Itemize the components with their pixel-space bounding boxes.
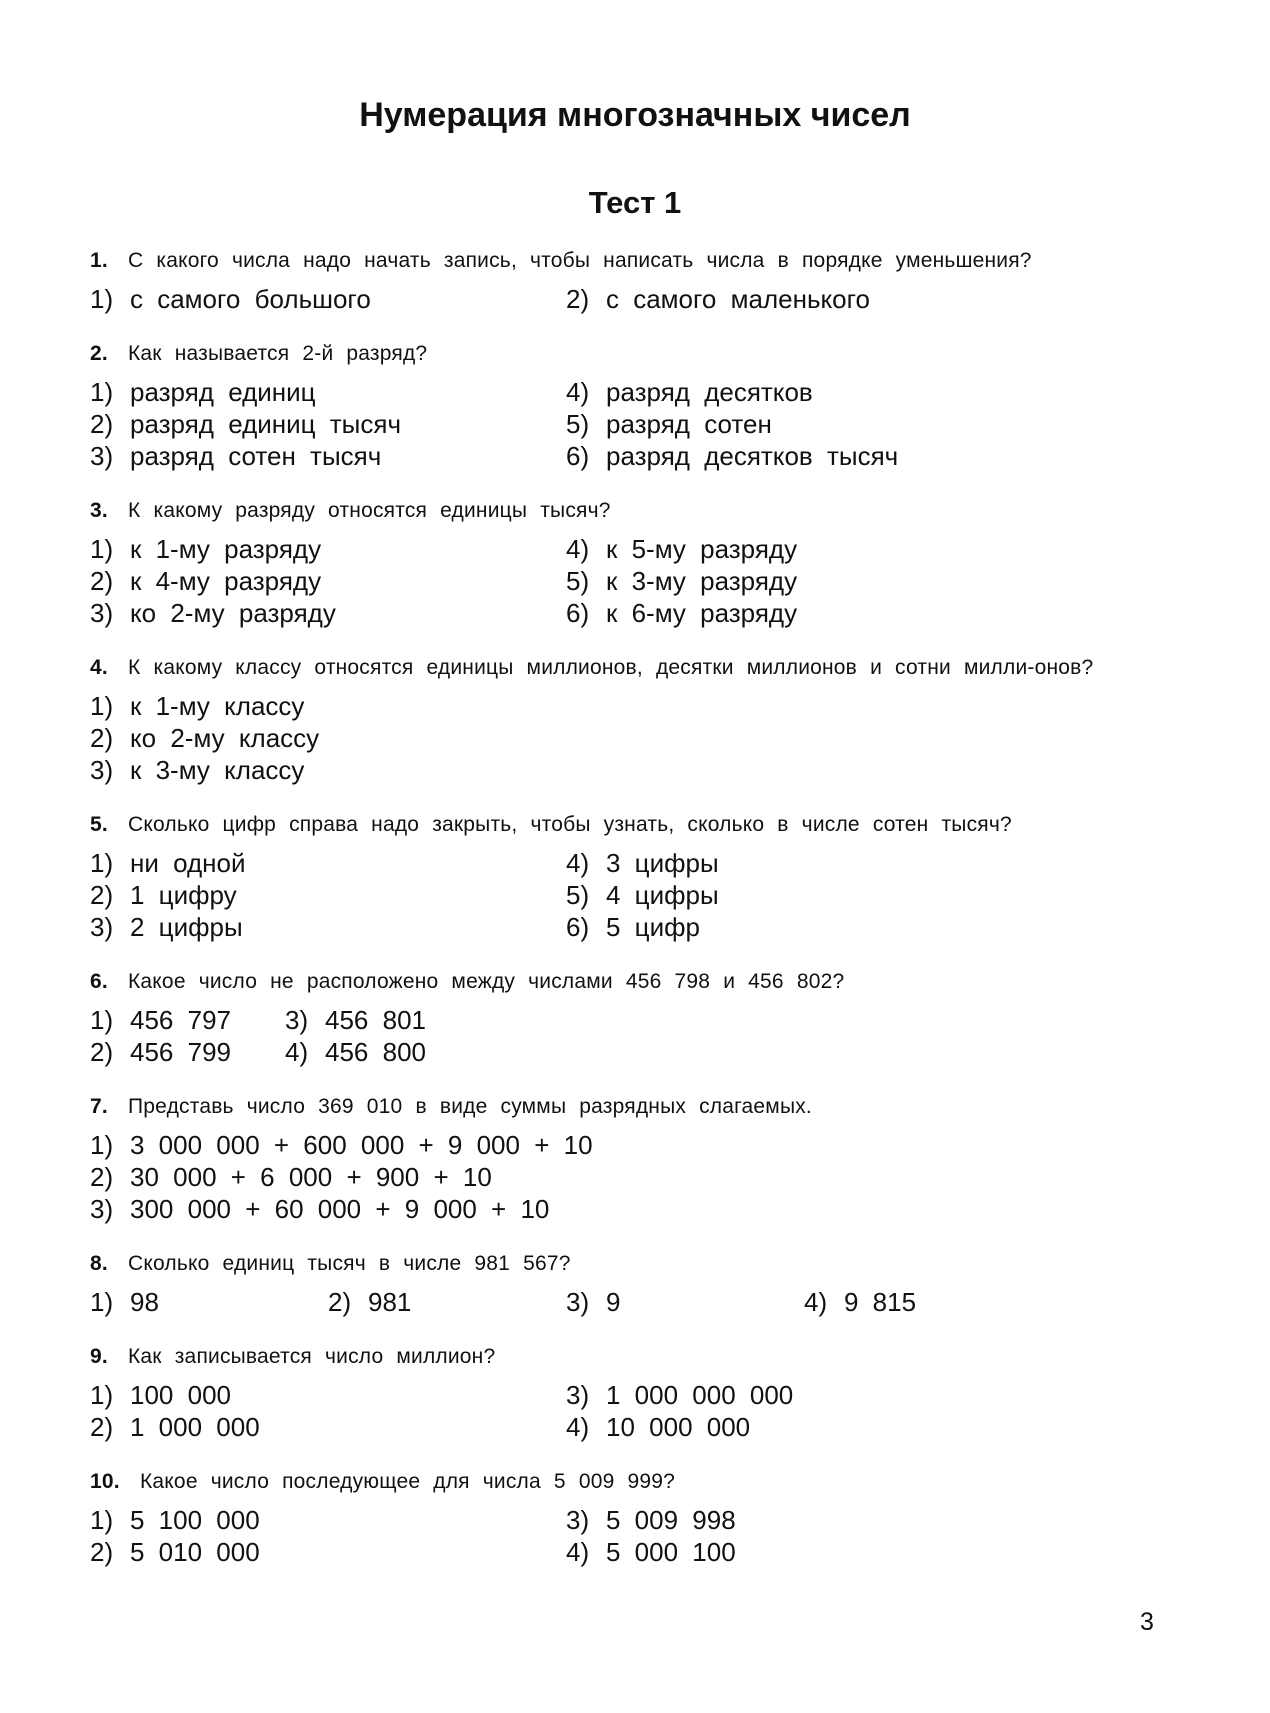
answer-text: 300 000 + 60 000 + 9 000 + 10 xyxy=(130,1194,550,1224)
answer-text: 456 797 xyxy=(130,1005,231,1035)
answer-text: 9 815 xyxy=(844,1287,917,1317)
answer-option xyxy=(328,1286,566,1318)
question-number: 6. xyxy=(90,970,108,993)
answer-option xyxy=(90,911,566,943)
question-3 xyxy=(90,496,1170,629)
answer-number: 2) xyxy=(90,409,114,439)
answer-options xyxy=(90,283,1170,315)
question-10 xyxy=(90,1467,1170,1568)
answer-text: 981 xyxy=(368,1287,412,1317)
answer-number: 1) xyxy=(90,284,114,314)
answer-number: 4) xyxy=(566,534,590,564)
answer-text: 98 xyxy=(130,1287,159,1317)
answer-option xyxy=(566,1536,1042,1568)
answer-option xyxy=(90,1036,285,1068)
answer-number: 1) xyxy=(90,1005,114,1035)
answer-option xyxy=(285,1004,585,1036)
answer-number: 3) xyxy=(566,1380,590,1410)
answer-number: 6) xyxy=(566,441,590,471)
answer-option xyxy=(566,565,1042,597)
answer-number: 4) xyxy=(566,848,590,878)
answer-text: к 6-му разряду xyxy=(606,598,798,628)
answer-text: к 4-му разряду xyxy=(130,566,322,596)
answer-text: к 3-му классу xyxy=(130,755,305,785)
answer-option xyxy=(566,376,1042,408)
answer-number: 2) xyxy=(90,1412,114,1442)
answer-number: 1) xyxy=(90,848,114,878)
answer-text: к 5-му разряду xyxy=(606,534,798,564)
answer-text: 456 799 xyxy=(130,1037,231,1067)
answer-option xyxy=(90,376,566,408)
answer-options xyxy=(90,1379,1170,1443)
answer-number: 3) xyxy=(90,1194,114,1224)
answer-number: 2) xyxy=(566,284,590,314)
answer-number: 3) xyxy=(285,1005,309,1035)
answer-text: 1 цифру xyxy=(130,880,237,910)
question-text xyxy=(90,496,1170,525)
answer-option xyxy=(90,847,566,879)
answer-text: разряд сотен тысяч xyxy=(130,441,382,471)
answer-number: 1) xyxy=(90,691,114,721)
answer-text: разряд сотен xyxy=(606,409,772,439)
answer-option xyxy=(90,1004,285,1036)
answer-option xyxy=(566,283,1042,315)
question-number: 9. xyxy=(90,1345,108,1368)
answer-text: 4 цифры xyxy=(606,880,719,910)
answer-number: 6) xyxy=(566,598,590,628)
question-number: 5. xyxy=(90,813,108,836)
answer-text: 5 009 998 xyxy=(606,1505,736,1535)
question-body: Сколько единиц тысяч в числе 981 567? xyxy=(128,1252,571,1275)
answer-option xyxy=(804,1286,1042,1318)
answer-text: 1 000 000 000 xyxy=(606,1380,794,1410)
answer-option xyxy=(566,440,1042,472)
answer-text: 100 000 xyxy=(130,1380,231,1410)
question-2 xyxy=(90,339,1170,472)
answer-text: 456 801 xyxy=(325,1005,426,1035)
answer-option xyxy=(90,1129,790,1161)
question-number: 8. xyxy=(90,1252,108,1275)
answer-option xyxy=(90,1161,790,1193)
answer-number: 4) xyxy=(566,1537,590,1567)
answer-number: 2) xyxy=(90,1537,114,1567)
answer-option xyxy=(90,408,566,440)
answer-text: разряд десятков тысяч xyxy=(606,441,899,471)
answer-number: 3) xyxy=(90,912,114,942)
answer-number: 2) xyxy=(90,1037,114,1067)
answer-option xyxy=(90,722,790,754)
answer-number: 4) xyxy=(566,1412,590,1442)
answer-text: 3 цифры xyxy=(606,848,719,878)
answer-options xyxy=(90,690,1170,786)
question-number: 2. xyxy=(90,342,108,365)
answer-option xyxy=(566,1379,1042,1411)
answer-text: к 1-му классу xyxy=(130,691,305,721)
answer-text: с самого маленького xyxy=(606,284,870,314)
answer-text: разряд единиц xyxy=(130,377,316,407)
answer-option xyxy=(90,565,566,597)
answer-option xyxy=(566,408,1042,440)
question-text xyxy=(90,1467,1170,1496)
question-text xyxy=(90,967,1170,996)
question-body: Какое число последующее для числа 5 009 999? xyxy=(140,1470,676,1493)
answer-number: 5) xyxy=(566,409,590,439)
question-text xyxy=(90,339,1170,368)
answer-number: 1) xyxy=(90,1380,114,1410)
question-body: К какому классу относятся единицы миллионов, десятки миллионов и сотни милли-онов? xyxy=(128,656,1094,679)
question-number: 7. xyxy=(90,1095,108,1118)
answer-number: 5) xyxy=(566,566,590,596)
question-number: 1. xyxy=(90,249,108,272)
question-6 xyxy=(90,967,1170,1068)
question-text xyxy=(90,246,1170,275)
answer-text: 9 xyxy=(606,1287,621,1317)
answer-option xyxy=(90,1286,328,1318)
question-body: С какого числа надо начать запись, чтобы написать числа в порядке уменьшения? xyxy=(128,249,1032,272)
answer-text: 1 000 000 xyxy=(130,1412,260,1442)
answer-option xyxy=(566,1504,1042,1536)
question-text xyxy=(90,1249,1170,1278)
question-body: Как записывается число миллион? xyxy=(128,1345,496,1368)
answer-options xyxy=(90,376,1170,472)
answer-option xyxy=(566,847,1042,879)
question-number: 4. xyxy=(90,656,108,679)
question-4 xyxy=(90,653,1170,786)
question-body: Какое число не расположено между числами 456 798 и 456 802? xyxy=(128,970,845,993)
answer-text: ко 2-му классу xyxy=(130,723,320,753)
answer-number: 2) xyxy=(90,880,114,910)
answer-option xyxy=(566,1411,1042,1443)
question-1 xyxy=(90,246,1170,315)
question-7 xyxy=(90,1092,1170,1225)
answer-text: 3 000 000 + 600 000 + 9 000 + 10 xyxy=(130,1130,593,1160)
answer-number: 1) xyxy=(90,1287,114,1317)
answer-number: 6) xyxy=(566,912,590,942)
question-body: Как называется 2-й разряд? xyxy=(128,342,428,365)
answer-options xyxy=(90,1286,1170,1318)
answer-number: 3) xyxy=(90,598,114,628)
page-title: Нумерация многозначных чисел xyxy=(359,96,911,134)
answer-text: 10 000 000 xyxy=(606,1412,751,1442)
answer-option xyxy=(566,1286,804,1318)
answer-text: 30 000 + 6 000 + 900 + 10 xyxy=(130,1162,492,1192)
answer-number: 2) xyxy=(90,723,114,753)
answer-number: 3) xyxy=(566,1287,590,1317)
answer-option xyxy=(90,440,566,472)
answer-number: 2) xyxy=(90,1162,114,1192)
answer-option xyxy=(90,1193,790,1225)
answer-number: 5) xyxy=(566,880,590,910)
question-body: Сколько цифр справа надо закрыть, чтобы узнать, сколько в числе сотен тысяч? xyxy=(128,813,1012,836)
question-body: Представь число 369 010 в виде суммы разрядных слагаемых. xyxy=(128,1095,812,1118)
answer-number: 1) xyxy=(90,1130,114,1160)
answer-option xyxy=(566,533,1042,565)
question-9 xyxy=(90,1342,1170,1443)
answer-option xyxy=(566,597,1042,629)
answer-options xyxy=(90,1504,1170,1568)
answer-number: 4) xyxy=(285,1037,309,1067)
page-number: 3 xyxy=(1140,1608,1154,1636)
answer-option xyxy=(90,533,566,565)
answer-number: 1) xyxy=(90,534,114,564)
question-body: К какому разряду относятся единицы тысяч? xyxy=(128,499,611,522)
answer-option xyxy=(566,879,1042,911)
question-8 xyxy=(90,1249,1170,1318)
answer-number: 4) xyxy=(566,377,590,407)
test-subtitle: Тест 1 xyxy=(588,185,682,220)
answer-text: 5 100 000 xyxy=(130,1505,260,1535)
answer-option xyxy=(90,1411,566,1443)
answer-number: 2) xyxy=(328,1287,352,1317)
answer-number: 1) xyxy=(90,377,114,407)
question-5 xyxy=(90,810,1170,943)
question-number: 10. xyxy=(90,1470,120,1493)
answer-option xyxy=(90,1379,566,1411)
answer-text: 5 000 100 xyxy=(606,1537,736,1567)
answer-option xyxy=(566,911,1042,943)
answer-number: 3) xyxy=(90,441,114,471)
answer-text: разряд единиц тысяч xyxy=(130,409,401,439)
answer-option xyxy=(285,1036,585,1068)
question-text xyxy=(90,1342,1170,1371)
question-text xyxy=(90,810,1170,839)
answer-option xyxy=(90,754,790,786)
answer-option xyxy=(90,690,790,722)
answer-text: 2 цифры xyxy=(130,912,243,942)
question-text xyxy=(90,653,1170,682)
answer-text: разряд десятков xyxy=(606,377,813,407)
question-number: 3. xyxy=(90,499,108,522)
answer-text: ко 2-му разряду xyxy=(130,598,336,628)
answer-option xyxy=(90,283,566,315)
answer-option xyxy=(90,879,566,911)
answer-text: с самого большого xyxy=(130,284,371,314)
answer-text: 5 010 000 xyxy=(130,1537,260,1567)
answer-options xyxy=(90,1129,1170,1225)
answer-text: ни одной xyxy=(130,848,246,878)
answer-number: 2) xyxy=(90,566,114,596)
answer-option xyxy=(90,1536,566,1568)
answer-option xyxy=(90,1504,566,1536)
answer-option xyxy=(90,597,566,629)
answer-number: 3) xyxy=(90,755,114,785)
answer-text: к 3-му разряду xyxy=(606,566,798,596)
answer-number: 3) xyxy=(566,1505,590,1535)
answer-text: 5 цифр xyxy=(606,912,700,942)
question-text xyxy=(90,1092,1170,1121)
answer-number: 4) xyxy=(804,1287,828,1317)
answer-text: 456 800 xyxy=(325,1037,426,1067)
answer-text: к 1-му разряду xyxy=(130,534,322,564)
questions-list xyxy=(90,246,1170,1592)
answer-options xyxy=(90,533,1170,629)
answer-number: 1) xyxy=(90,1505,114,1535)
answer-options xyxy=(90,1004,1170,1068)
answer-options xyxy=(90,847,1170,943)
